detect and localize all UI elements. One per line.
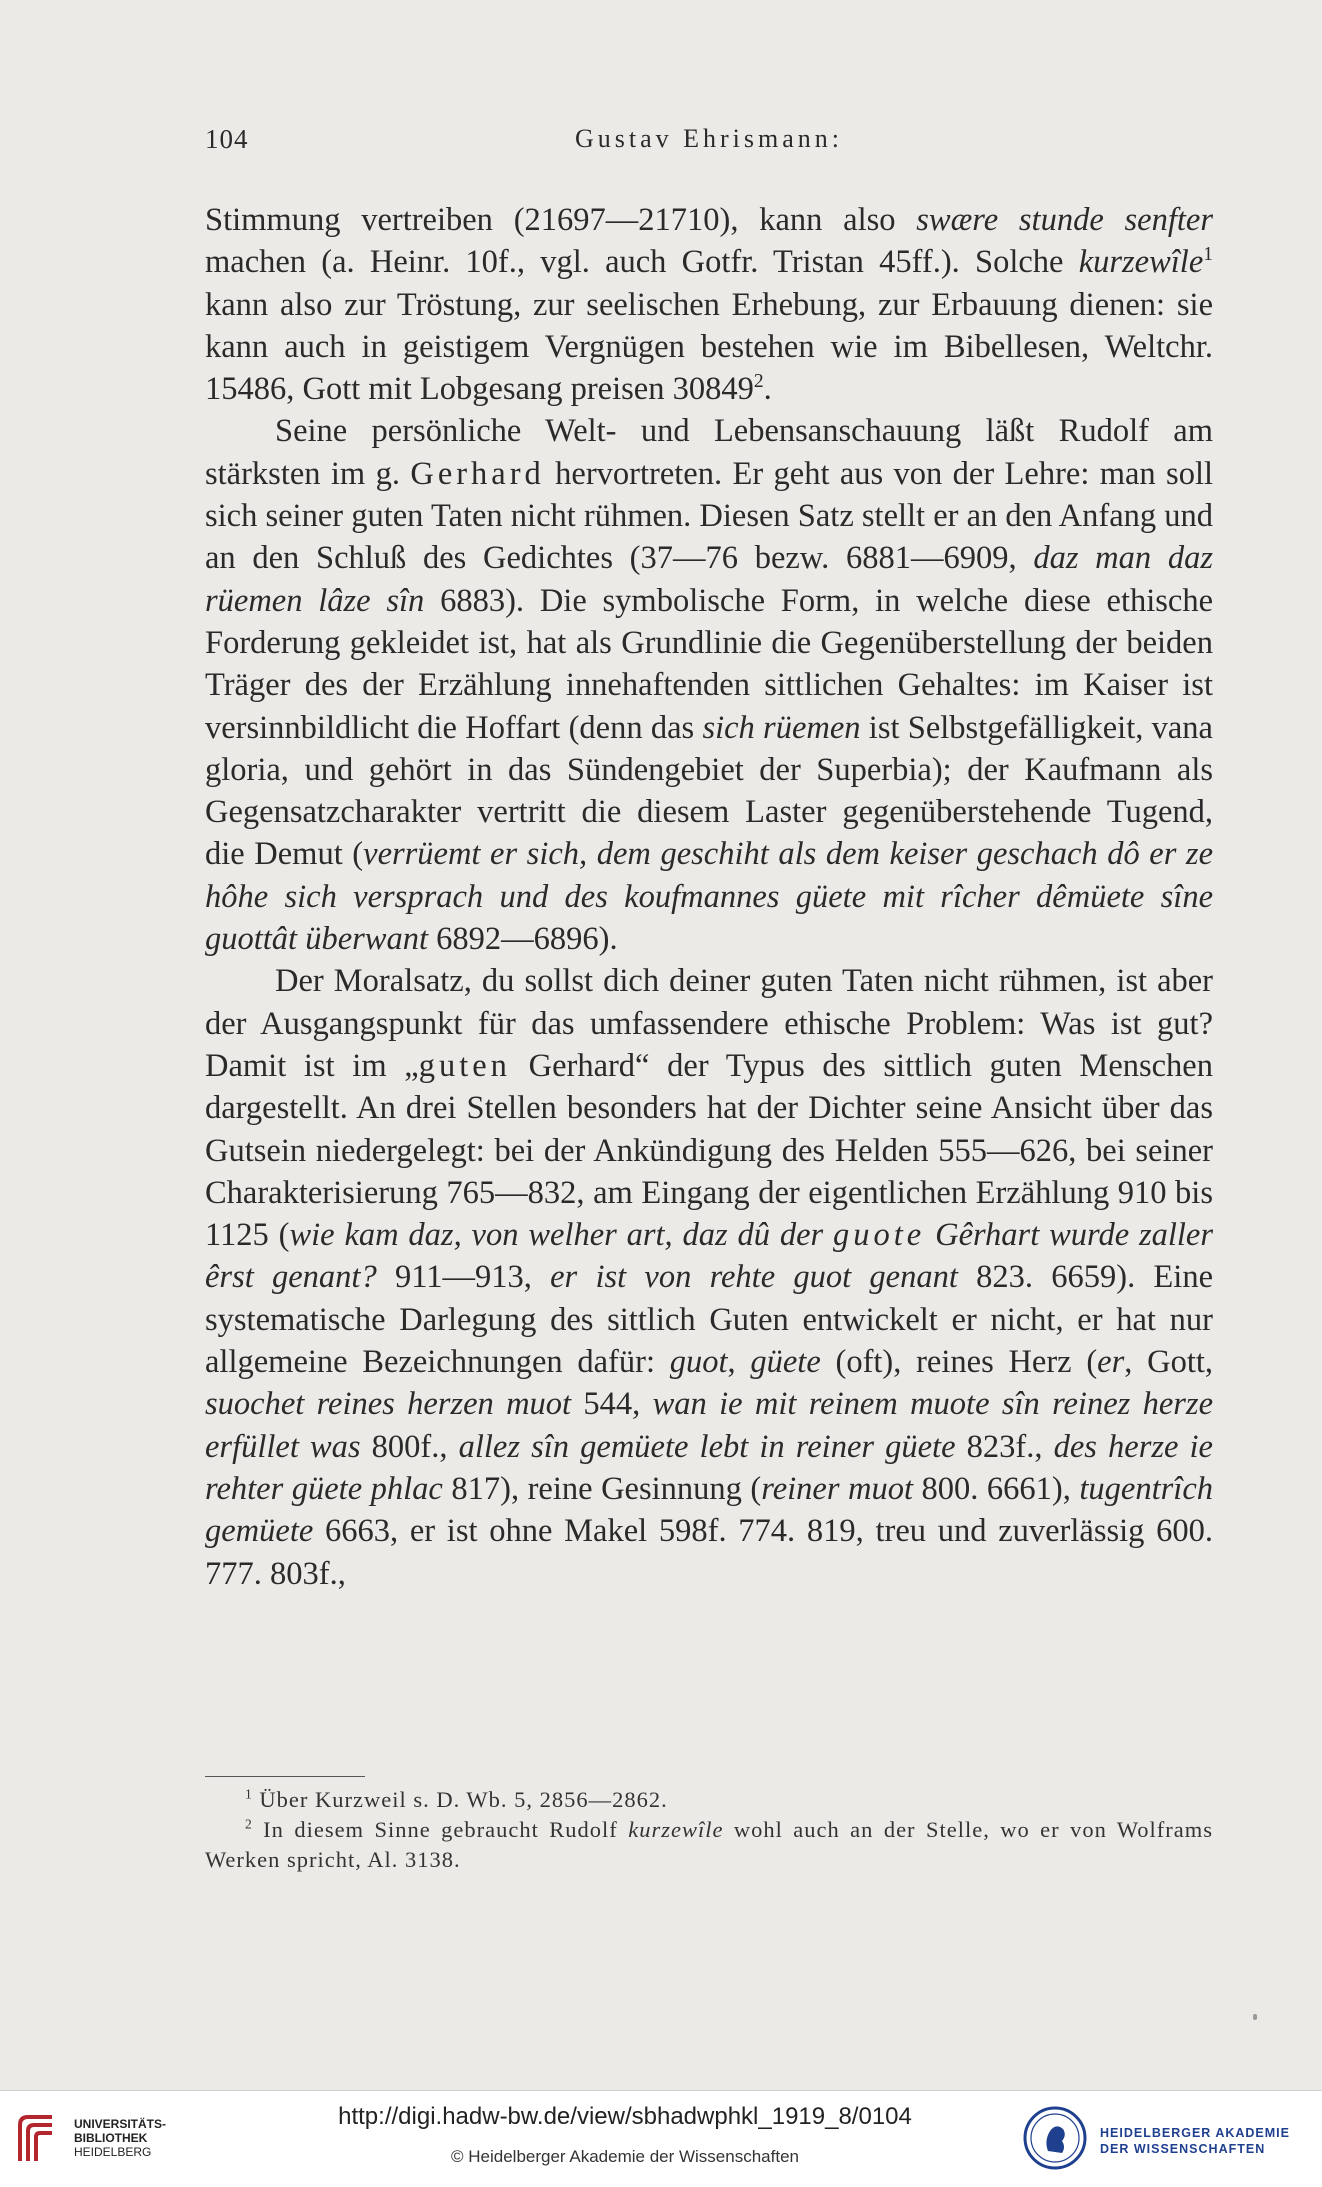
running-header bbox=[205, 124, 1213, 164]
spaced-run: guten bbox=[418, 1047, 511, 1084]
footnote bbox=[205, 1815, 1213, 1875]
italic-run: wan ie mit reinem muote sîn reinez herze erfüllet was bbox=[205, 1386, 1213, 1465]
italic-run: kurzewîle bbox=[628, 1817, 724, 1842]
academy-name bbox=[1100, 2125, 1290, 2157]
copyright-notice: © Heidelberger Akademie der Wissenschaften bbox=[451, 2147, 799, 2166]
text-run: Seine persönliche Welt- und Lebensanschauung läßt Rudolf am stärksten im g. bbox=[205, 413, 1213, 492]
running-title: Gustav Ehrismann: bbox=[574, 124, 844, 153]
main-text bbox=[205, 199, 1213, 1595]
university-library-name bbox=[74, 2117, 166, 2159]
text-run: Über Kurzweil s. D. Wb. 5, 2856—2862. bbox=[252, 1787, 668, 1812]
italic-run: swære stunde senfter bbox=[916, 202, 1213, 238]
italic-run: kurzewîle bbox=[1078, 244, 1204, 281]
footnote-marker: 2 bbox=[245, 1816, 253, 1832]
academy-line: DER WISSENSCHAFTEN bbox=[1100, 2142, 1266, 2156]
text-run: 911—913, bbox=[376, 1259, 551, 1296]
italic-run: Gêrhart wurde zaller êrst genant? bbox=[205, 1217, 1213, 1296]
text-run: 6883). Die symbolische Form, in welche diese ethische Forderung gekleidet ist, hat als Grundlinie die Gegenüberstellung der beiden Träger des der Erzählung innehaftenden sittlichen Gehaltes: im Kaiser ist versinnbildlicht die Hoffart (denn das bbox=[205, 582, 1213, 746]
footnote-divider bbox=[205, 1776, 365, 1777]
library-line: HEIDELBERG bbox=[74, 2145, 152, 2159]
text-run: 823f., bbox=[955, 1428, 1054, 1465]
scan-speck bbox=[1253, 2014, 1257, 2020]
footnote-marker: 2 bbox=[753, 371, 764, 393]
italic-run: sich rüemen bbox=[702, 709, 861, 746]
italic-run: guot bbox=[669, 1344, 728, 1381]
text-run: 6663, er ist ohne Makel 598f. 774. 819, treu und zuverlässig 600. 777. 803f., bbox=[205, 1513, 1213, 1592]
text-run: hervortreten. Er geht aus von der Lehre: man soll sich seiner guten Taten nicht rühmen. Diesen Satz stellt er an den Anfang und an den Schluß des Gedichtes (37—76 bezw. 6881—6909, bbox=[205, 455, 1214, 577]
text-run: kann also zur Tröstung, zur seelischen Erhebung, zur Erbauung dienen: sie kann auch in geistigem Vergnügen bestehen wie im Bibellesen, Weltchr. 15486, Gott mit Lobgesang preisen 30849 bbox=[205, 286, 1213, 408]
text-run: , bbox=[727, 1344, 751, 1381]
text-run: 823. 6659). Eine systematische Darlegung des sittlich Guten entwickelt er nicht, er hat nur allgemeine Bezeichnungen dafür: bbox=[205, 1259, 1213, 1381]
text-run: 6892—6896). bbox=[428, 921, 618, 958]
text-run: 544, bbox=[571, 1386, 653, 1423]
italic-run: reiner muot bbox=[761, 1470, 913, 1507]
italic-run: allez sîn gemüete lebt in reiner güete bbox=[458, 1428, 956, 1465]
text-run: (oft), reines Herz ( bbox=[820, 1344, 1098, 1381]
paragraph bbox=[205, 960, 1213, 1594]
text-run: 800. 6661), bbox=[913, 1470, 1080, 1507]
library-line: UNIVERSITÄTS- bbox=[74, 2117, 167, 2131]
academy-seal-icon[interactable] bbox=[1022, 2105, 1088, 2171]
italic-run: daz man daz rüemen lâze sîn bbox=[205, 540, 1213, 619]
text-run: Der Moralsatz, du sollst dich deiner guten Taten nicht rühmen, ist aber der Ausgangspunkt für das umfassendere ethische Problem: Was ist gut? Damit ist im „ bbox=[205, 963, 1213, 1084]
italic-run: tugentrîch gemüete bbox=[205, 1470, 1213, 1550]
spaced-run: Gerhard bbox=[410, 455, 545, 492]
footnotes bbox=[205, 1785, 1213, 1875]
text-run: 800f., bbox=[360, 1428, 459, 1465]
footnote bbox=[205, 1785, 1213, 1815]
academy-line: HEIDELBERGER AKADEMIE bbox=[1100, 2126, 1290, 2140]
text-run: Stimmung vertreiben (21697—21710), kann also bbox=[205, 202, 917, 238]
italic-run: er ist von rehte guot genant bbox=[550, 1259, 958, 1296]
italic-run: wie kam daz, von welher art, daz dû der bbox=[289, 1217, 834, 1254]
text-run: Gerhard“ der Typus des sittlich guten Menschen dargestellt. An drei Stellen besonders hat der Dichter seine Ansicht über das Gutsein niedergelegt: bei der Ankündigung des Helden 555—626, bei seiner Charakterisierung 765—832, am Eingang der eigentlichen Erzählung 910 bis 1125 ( bbox=[205, 1047, 1213, 1254]
text-run: . bbox=[763, 371, 772, 408]
page-number: 104 bbox=[205, 124, 249, 154]
text-run: machen (a. Heinr. 10f., vgl. auch Gotfr. Tristan 45ff.). Solche bbox=[205, 244, 1079, 281]
paragraph bbox=[205, 410, 1213, 960]
italic-run: suochet reines herzen muot bbox=[205, 1386, 572, 1423]
italic-spaced-run: guote bbox=[833, 1217, 926, 1254]
italic-run: güete bbox=[750, 1344, 821, 1381]
text-run: ist Selbstgefälligkeit, vana gloria, und gehört in das Sündengebiet der Superbia); der Kaufmann als Gegensatzcharakter vertritt die diesem Laster gegenüberstehende Tugend, die Demut ( bbox=[205, 709, 1213, 873]
italic-run: des herze ie rehter güete phlac bbox=[205, 1428, 1213, 1507]
text-run: wohl auch an der Stelle, wo er von Wolframs Werken spricht, Al. 3138. bbox=[205, 1817, 1213, 1872]
university-library-logo-icon[interactable] bbox=[14, 2111, 60, 2167]
footnote-marker: 1 bbox=[245, 1786, 253, 1802]
text-run: , Gott, bbox=[1124, 1344, 1214, 1381]
viewer-footer bbox=[0, 2090, 1322, 2187]
italic-run: verrüemt er sich, dem geschiht als dem keiser geschach dô er ze hôhe sich versprach und des koufmannes güete mit rîcher dêmüete sîne guottât überwant bbox=[205, 836, 1213, 958]
library-line: BIBLIOTHEK bbox=[74, 2131, 148, 2145]
text-run: In diesem Sinne gebraucht Rudolf bbox=[252, 1817, 629, 1842]
footnote-marker: 1 bbox=[1203, 244, 1213, 266]
text-run: 817), reine Gesinnung ( bbox=[442, 1470, 762, 1507]
italic-run: er bbox=[1097, 1344, 1125, 1381]
paragraph bbox=[205, 199, 1213, 410]
permalink-url[interactable]: http://digi.hadw-bw.de/view/sbhadwphkl_1919_8/0104 bbox=[338, 2103, 912, 2130]
